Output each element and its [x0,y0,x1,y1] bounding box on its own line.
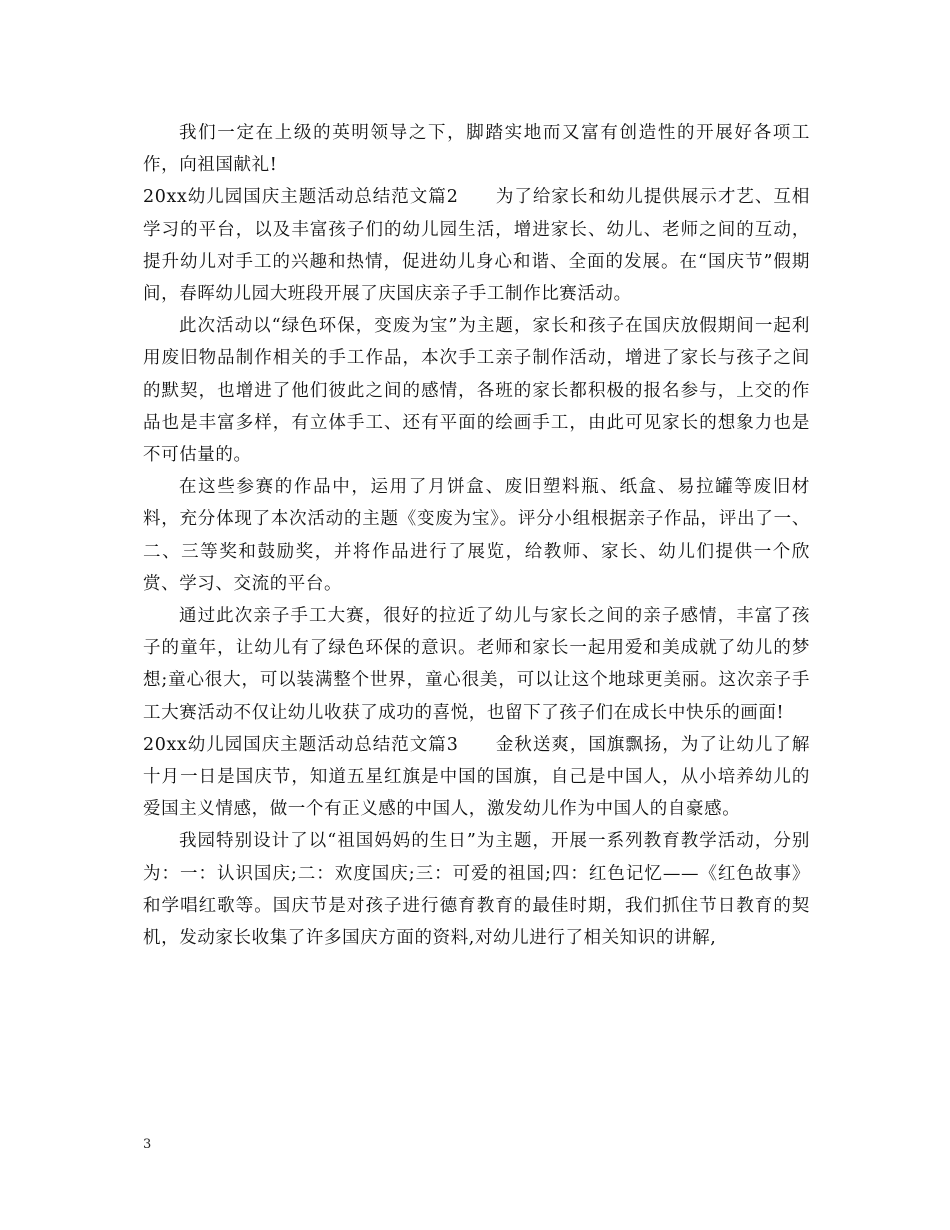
paragraph-article-3-intro: 20xx幼儿园国庆主题活动总结范文篇3 金秋送爽，国旗飘扬，为了让幼儿了解十月一日是国庆节，知道五星红旗是中国的国旗，自己是中国人，从小培养幼儿的爱国主义情感，做一个有正义感的中国人，激发幼儿作为中国人的自豪感。 [143,734,810,820]
paragraph-green-theme: 此次活动以“绿色环保，变废为宝”为主题，家长和孩子在国庆放假期间一起利用废旧物品制作相关的手工作品，本次手工亲子制作活动，增进了家长与孩子之间的默契，也增进了他们彼此之间的感情，各班的家长都积极的报名参与，上交的作品也是丰富多样，有立体手工、还有平面的绘画手工，由此可见家长的想象力也是不可估量的。 [143,316,810,466]
paragraph-activities: 我园特别设计了以“祖国妈妈的生日”为主题，开展一系列教育教学活动，分别为：一：认识国庆;二：欢度国庆;三：可爱的祖国;四：红色记忆——《红色故事》和学唱红歌等。国庆节是对孩子进行德育教育的最佳时期，我们抓住节日教育的契机，发动家长收集了许多国庆方面的资料,对幼儿进行了相关知识的讲解, [143,831,810,949]
page-number: 3 [143,1137,152,1152]
paragraph-entries: 在这些参赛的作品中，运用了月饼盒、废旧塑料瓶、纸盒、易拉罐等废旧材料，充分体现了本次活动的主题《变废为宝》。评分小组根据亲子作品，评出了一、二、三等奖和鼓励奖，并将作品进行了展览，给教师、家长、幼儿们提供一个欣赏、学习、交流的平台。 [143,477,810,594]
paragraph-closing-pledge: 我们一定在上级的英明领导之下，脚踏实地而又富有创造性的开展好各项工作，向祖国献礼! [143,123,810,176]
document-body [143,117,810,954]
paragraph-contest-result: 通过此次亲子手工大赛，很好的拉近了幼儿与家长之间的亲子感情，丰富了孩子的童年，让幼儿有了绿色环保的意识。老师和家长一起用爱和美成就了幼儿的梦想;童心很大，可以装满整个世界，童心很美，可以让这个地球更美丽。这次亲子手工大赛活动不仅让幼儿收获了成功的喜悦，也留下了孩子们在成长中快乐的画面! [143,606,810,723]
paragraph-article-2-intro: 20xx幼儿园国庆主题活动总结范文篇2 为了给家长和幼儿提供展示才艺、互相学习的平台，以及丰富孩子们的幼儿园生活，增进家长、幼儿、老师之间的互动，提升幼儿对手工的兴趣和热情，促进幼儿身心和谐、全面的发展。在“国庆节”假期间，春晖幼儿园大班段开展了庆国庆亲子手工制作比赛活动。 [143,187,810,305]
